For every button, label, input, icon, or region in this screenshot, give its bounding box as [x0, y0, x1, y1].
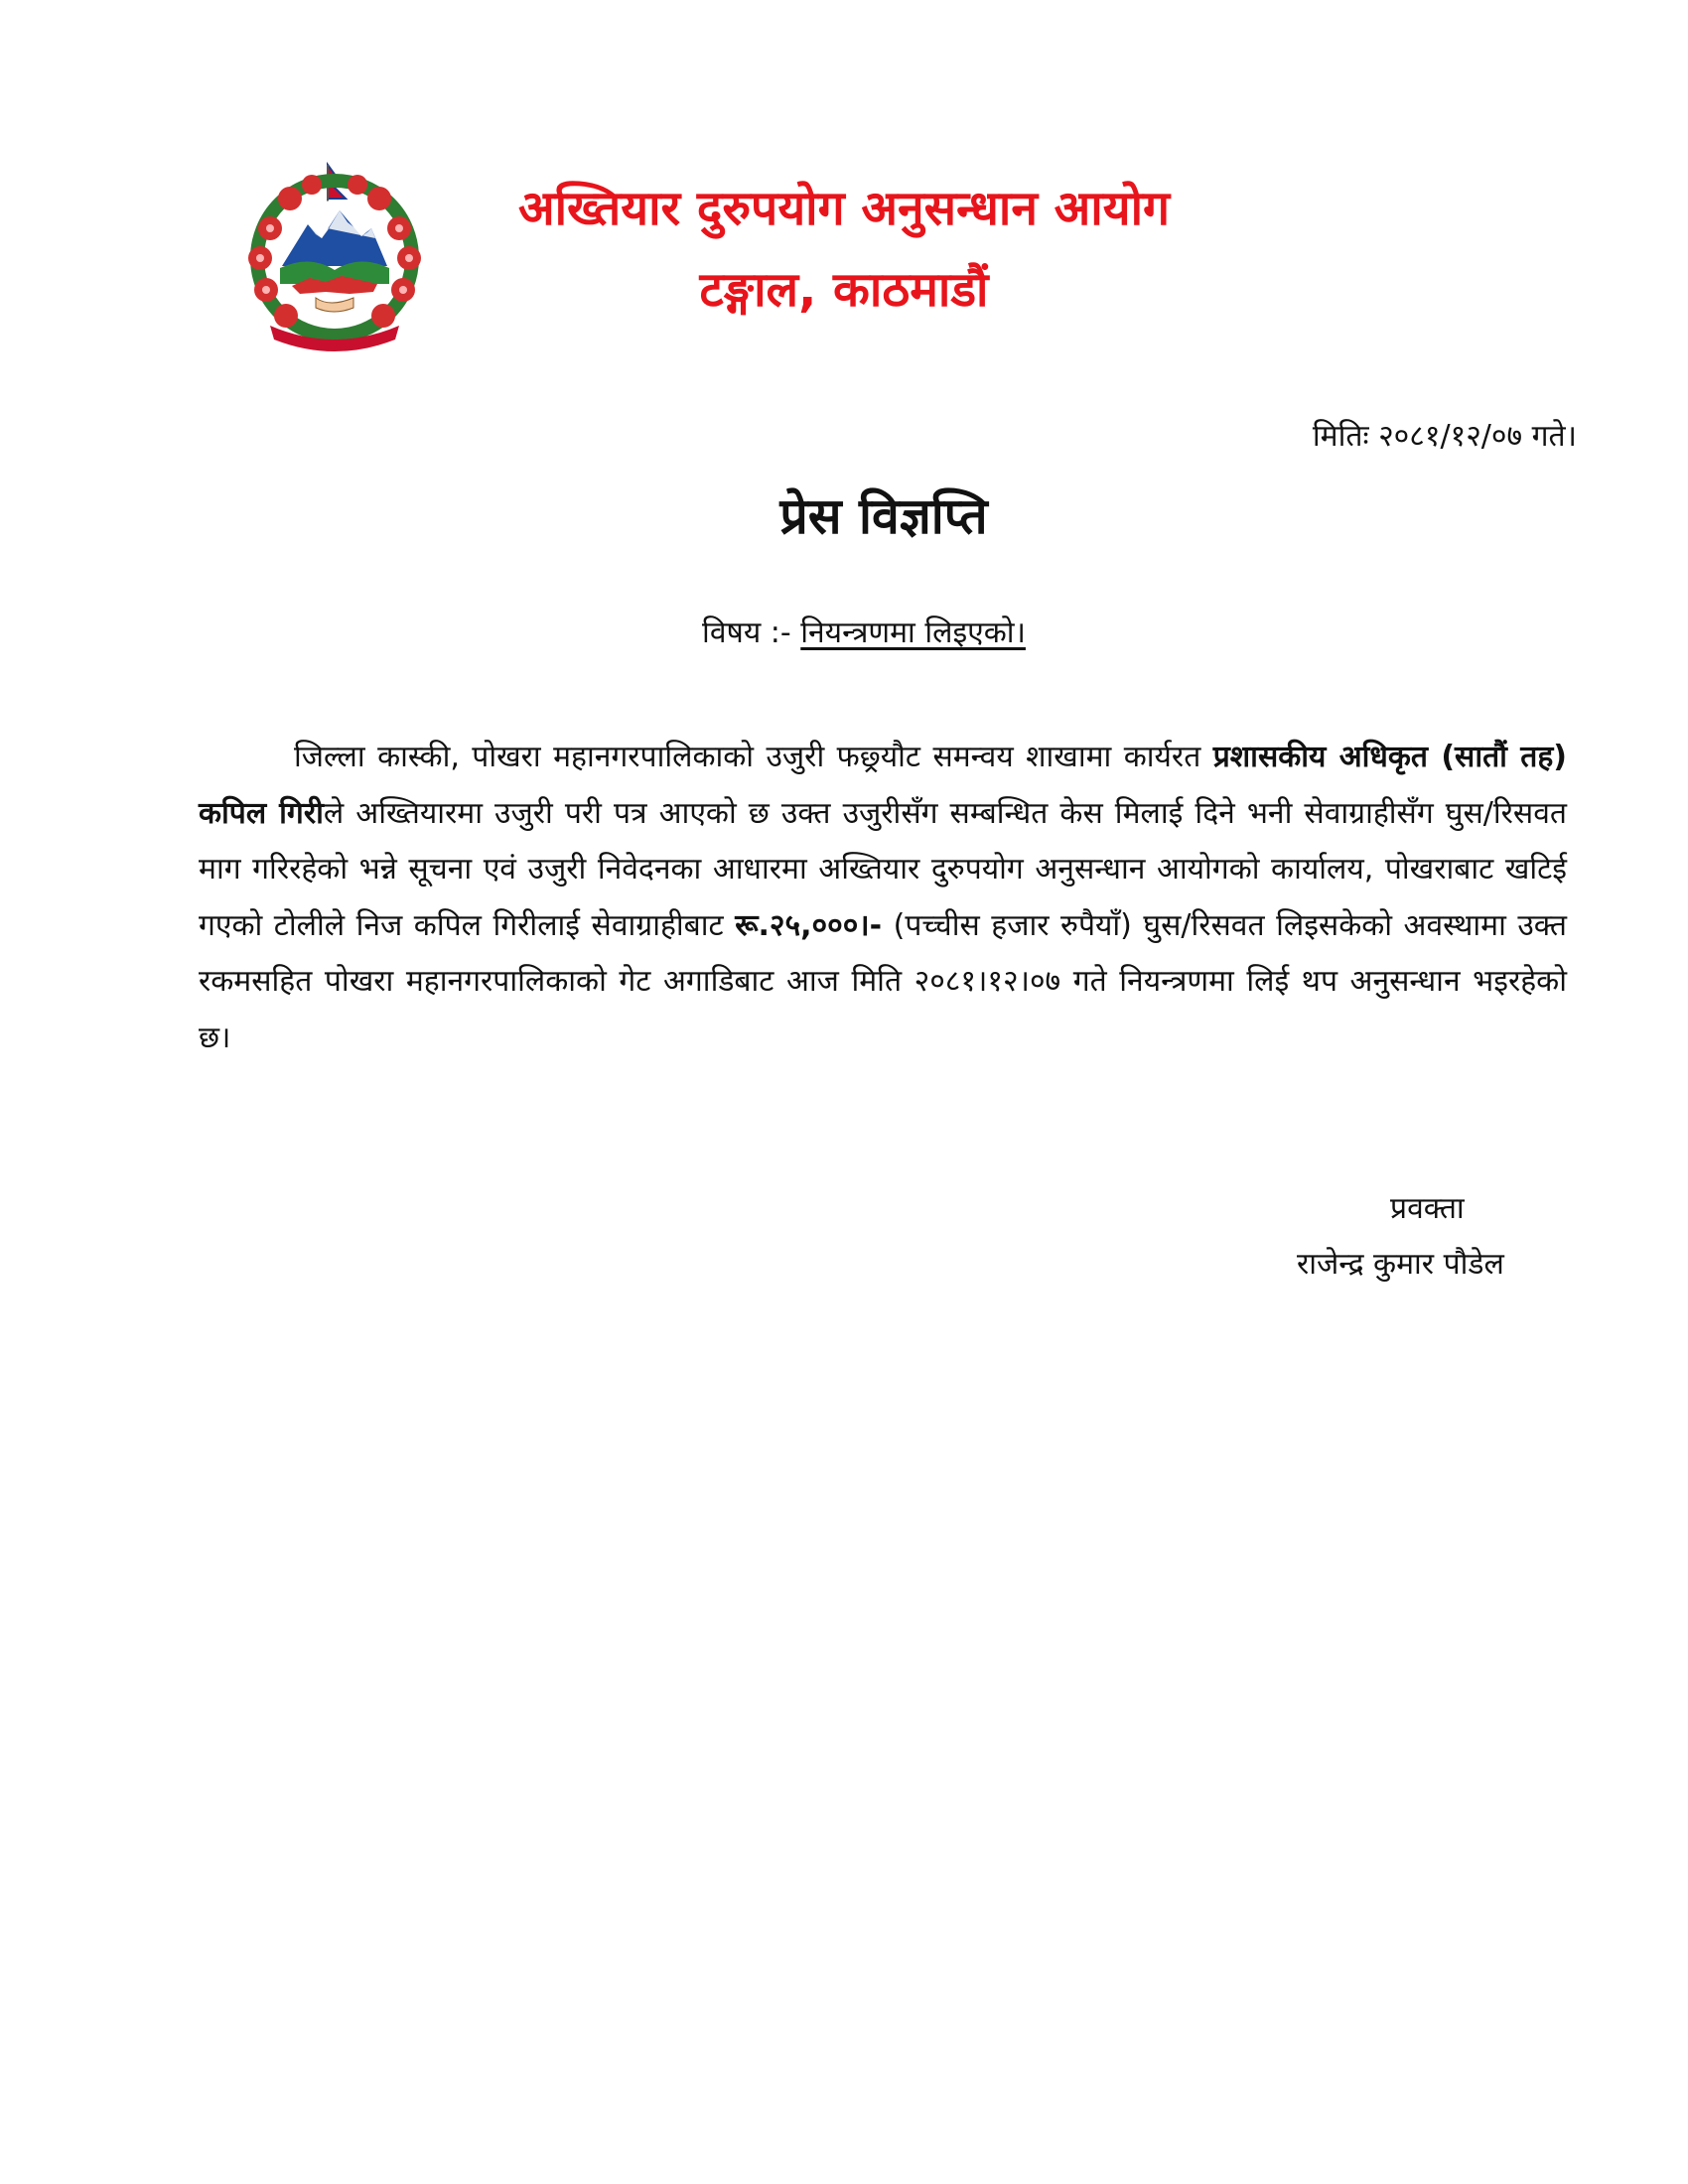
subject-line [0, 614, 1688, 653]
organization-location: टङ्गाल, काठमाडौं [699, 262, 989, 318]
organization-name: अख्तियार दुरुपयोग अनुसन्धान आयोग [517, 181, 1171, 236]
subject-label: विषय :- [702, 615, 791, 650]
document-date: मितिः २०८१/१२/०७ गते। [1312, 419, 1577, 454]
body-text-2: ले अख्तियारमा उजुरी परी पत्र आएको छ उक्त उजुरीसँग सम्बन्धित केस मिलाई दिने भनी सेवाग्राहीसँग घुस/रिसवत माग गरिरहेको भन्ने सूचना एवं उजुरी निवेदनका आधारमा अख्तियार दुरुपयोग अनुसन्धान आयोगको कार्यालय, पोखराबाट खटिई गएको टोलीले निज कपिल गिरीलाई सेवाग्राहीबाट [199, 795, 1567, 943]
body-text-1: जिल्ला कास्की, पोखरा महानगरपालिकाको उजुरी फछ्र्यौट समन्वय शाखामा कार्यरत [294, 740, 1213, 774]
signature-role: प्रवक्ता [1390, 1191, 1465, 1226]
body-text-3: (पच्चीस हजार रुपैयाँ) घुस/रिसवत लिइसकेको अवस्थामा उक्त रकमसहित पोखरा महानगरपालिकाको गेट अगाडिबाट आज मिति २०८१।१२।०७ गते नियन्त्रणमा लिई थप अनुसन्धान भइरहेको छ। [199, 907, 1567, 1055]
document-title: प्रेस विज्ञप्ति [779, 487, 988, 545]
body-paragraph [199, 730, 1567, 1066]
subject-text: नियन्त्रणमा लिइएको। [800, 615, 1026, 650]
body-bold-amount: रू.२५,०००।- [735, 907, 883, 943]
signature-name: राजेन्द्र कुमार पौडेल [1297, 1247, 1504, 1282]
body-bold-officer: प्रशासकीय अधिकृत (सातौं तह) कपिल गिरी [199, 740, 1568, 831]
